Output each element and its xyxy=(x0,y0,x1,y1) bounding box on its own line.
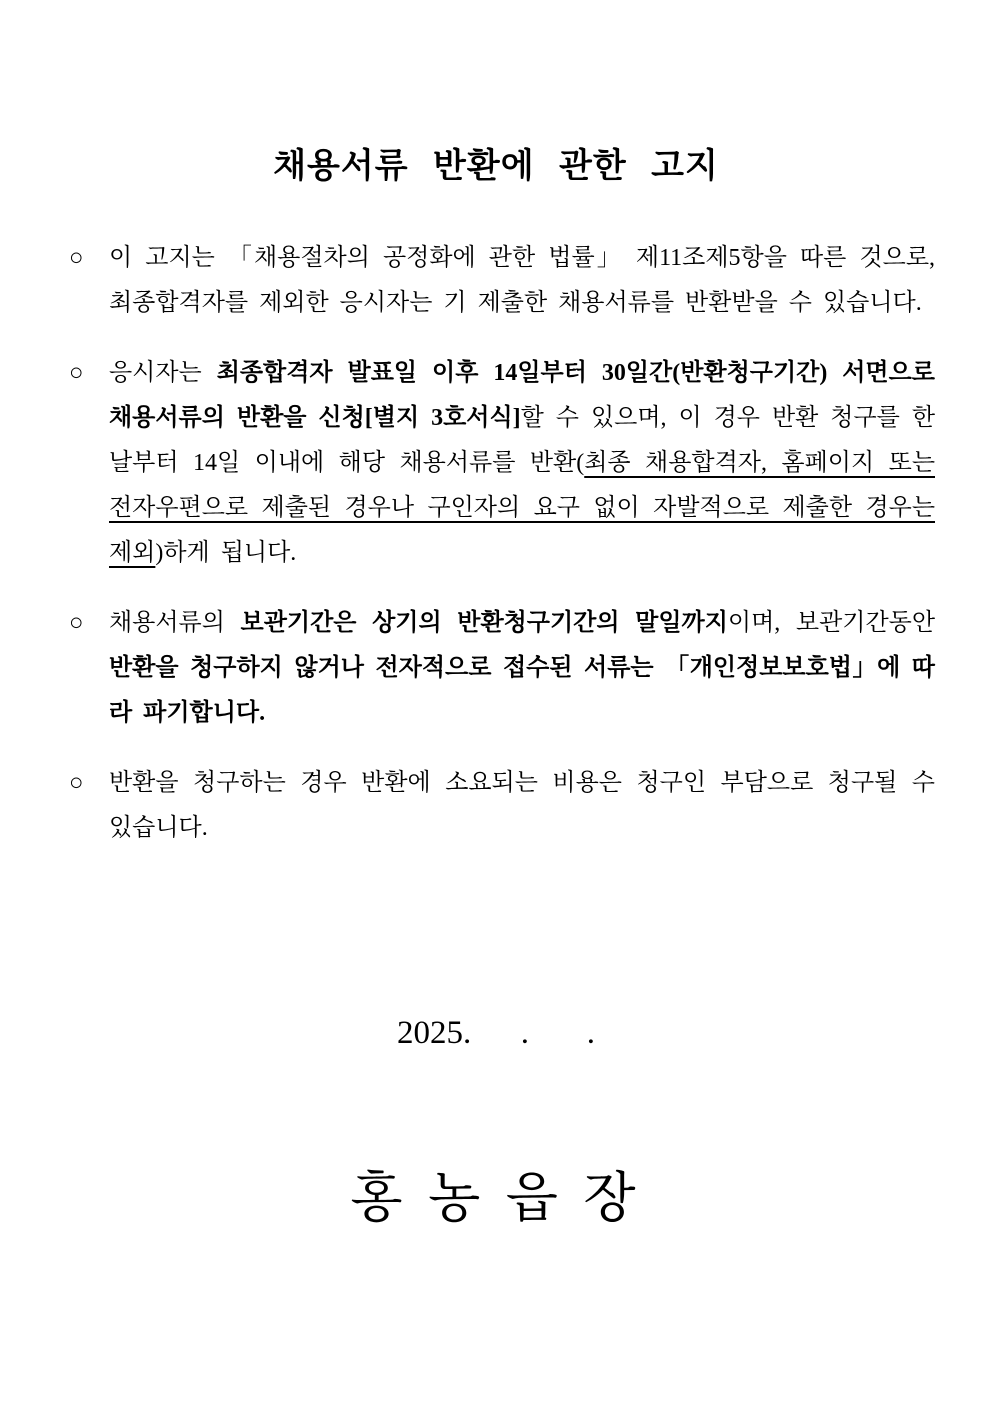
text-segment: 채용서류의 xyxy=(109,610,241,636)
text-segment: 이 고지는 「채용절차의 공정화에 관한 법률」 제11조제5항을 따른 것으로, 최종합격자를 제외한 응시자는 기 제출한 채용서류를 반환받을 수 있습니다. xyxy=(109,245,935,316)
bullet-circle-icon: ○ xyxy=(69,360,84,386)
text-segment: 이며, 보관기간동안 xyxy=(727,610,935,636)
notice-paragraph-1 xyxy=(69,236,935,326)
notice-paragraph-2 xyxy=(69,351,935,576)
document-body xyxy=(69,236,935,876)
text-segment-bold: 보관기간은 상기의 반환청구기간의 말일까지 xyxy=(240,610,728,636)
text-segment: 할 수 있으며, 이 경우 반환 청구를 한 날부터 14일 이내에 해당 채용서류를 반환( xyxy=(109,405,936,476)
notice-paragraph-3 xyxy=(69,601,935,736)
signatory-title: 홍 농 읍 장 xyxy=(350,1168,642,1228)
notice-paragraph-4 xyxy=(69,761,935,851)
bullet-circle-icon: ○ xyxy=(69,770,84,796)
text-segment: )하게 됩니다. xyxy=(155,540,297,566)
paragraph-text xyxy=(109,245,935,316)
document-date: 2025. . . xyxy=(397,1015,595,1051)
text-segment-underlined: 최종 채용합격자, 홈페이지 또는 전자우편으로 제출된 경우나 구인자의 요구 없이 자발적으로 제출한 경우는 제외 xyxy=(109,450,935,566)
paragraph-text xyxy=(109,360,935,566)
bullet-circle-icon: ○ xyxy=(69,610,84,636)
text-segment-bold: 반환을 청구하지 않거나 전자적으로 접수된 서류는 「개인정보보호법」에 따라 파기합니다. xyxy=(109,655,935,726)
document-title: 채용서류 반환에 관한 고지 xyxy=(273,147,719,185)
text-segment-bold: 최종합격자 발표일 이후 14일부터 30일간(반환청구기간) 서면으로 채용서류의 반환을 신청[별지 3호서식] xyxy=(109,360,935,431)
text-segment: 반환을 청구하는 경우 반환에 소요되는 비용은 청구인 부담으로 청구될 수 있습니다. xyxy=(109,770,935,841)
paragraph-text xyxy=(109,610,935,726)
bullet-circle-icon: ○ xyxy=(69,245,84,271)
paragraph-text xyxy=(109,770,935,841)
text-segment: 응시자는 xyxy=(109,360,217,386)
